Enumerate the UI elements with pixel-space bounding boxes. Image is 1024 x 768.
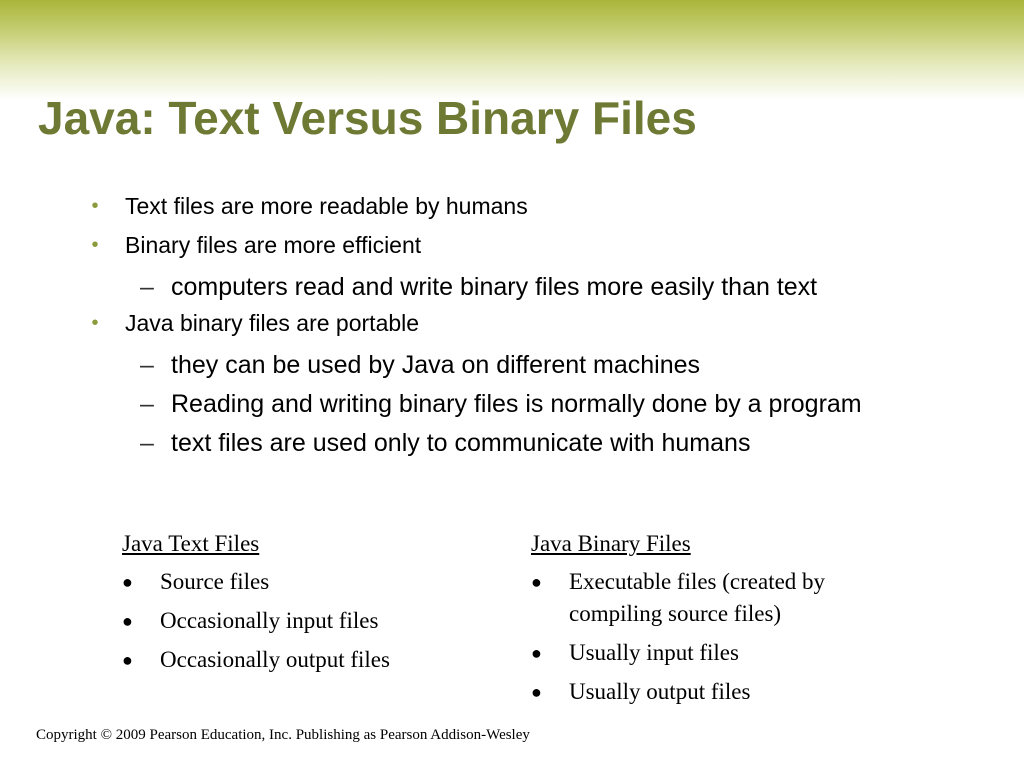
sub-bullet-text: text files are used only to communicate with humans [171,429,751,457]
dash-marker: – [140,351,154,379]
sub-bullet-item [85,426,985,460]
bullet-dot: ● [122,611,133,631]
binary-files-column [531,530,931,715]
slide-title: Java: Text Versus Binary Files [38,92,697,144]
sub-bullet-item [85,387,891,421]
copyright-footer: Copyright © 2009 Pearson Education, Inc. Publishing as Pearson Addison-Wesley [36,727,530,743]
bullet-dot: ● [122,572,133,592]
list-item: ● Usually input files [531,637,931,669]
text-files-column [122,530,492,683]
bullet-dot: ● [531,643,542,663]
bullet-dot: ● [122,650,133,670]
dash-marker: – [140,273,154,301]
bullet-marker: • [91,234,99,256]
column-list [122,566,492,676]
sub-bullet-item [85,270,985,304]
bullet-text: Binary files are more efficient [125,232,422,258]
bullet-text: Java binary files are portable [125,310,420,336]
column-list [531,566,931,708]
list-item: ● Occasionally output files [122,644,492,676]
sub-bullet-text: they can be used by Java on different machines [171,351,701,379]
bullet-dot: ● [531,572,542,592]
bullet-list [85,192,985,465]
sub-bullet-item [85,348,985,382]
bullet-text: Text files are more readable by humans [125,193,528,219]
list-item: ● Usually output files [531,676,931,708]
sub-bullet-text: Reading and writing binary files is normally done by a program [171,390,862,418]
column-heading: Java Text Files [122,531,260,556]
column-heading: Java Binary Files [531,531,691,556]
bullet-item [85,192,985,220]
list-item: ● Executable files (created by compiling source files) [531,566,899,630]
list-item: ● Source files [122,566,492,598]
bullet-marker: • [91,195,99,217]
sub-bullet-text: computers read and write binary files more easily than text [171,273,818,301]
bullet-marker: • [91,312,99,334]
dash-marker: – [140,390,154,418]
bullet-dot: ● [531,682,542,702]
bullet-item [85,309,985,337]
list-item: ● Occasionally input files [122,605,492,637]
bullet-item [85,231,985,259]
dash-marker: – [140,429,154,457]
